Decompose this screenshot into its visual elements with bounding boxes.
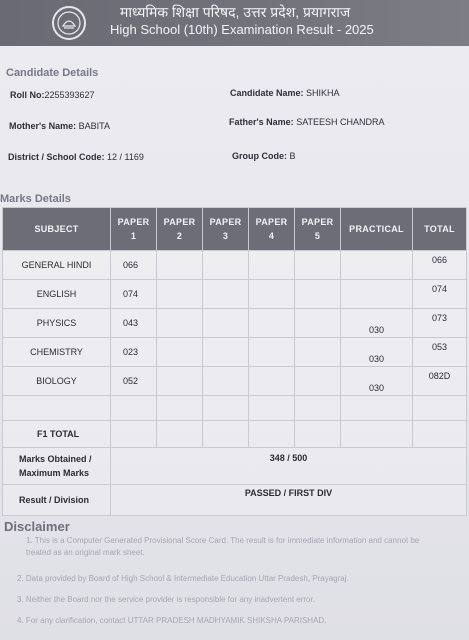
table-row: [3, 309, 467, 338]
district-school-code: [8, 152, 144, 162]
f1-total-label: F1 TOTAL: [3, 421, 111, 448]
practical-cell: [341, 280, 413, 309]
candidate-name-label: Candidate Name:: [230, 88, 304, 98]
f1-total-row: [3, 421, 467, 448]
district-value: 12 / 1169: [107, 152, 144, 162]
roll-value: 2255393627: [44, 90, 95, 100]
total-cell: 073: [413, 309, 467, 338]
marks-obtained-value: 348 / 500: [111, 448, 467, 485]
practical-cell: 030: [341, 309, 413, 338]
disclaimer-title: Disclaimer: [4, 519, 70, 534]
col-subject: SUBJECT: [3, 208, 111, 251]
subject-cell: GENERAL HINDI: [3, 251, 111, 280]
practical-cell: [341, 251, 413, 280]
paper1-cell: 023: [111, 338, 157, 367]
mother-name-value: BABITA: [78, 121, 111, 131]
roll-number: [10, 90, 95, 100]
col-paper-2: PAPER 2: [157, 208, 203, 251]
board-emblem-logo: [52, 6, 86, 40]
total-cell: 066: [413, 251, 467, 280]
marks-details-title: Marks Details: [0, 193, 71, 205]
candidate-details-title: Candidate Details: [6, 67, 99, 79]
table-header-row: [3, 208, 467, 251]
exam-title: High School (10th) Examination Result - 2025: [110, 22, 374, 37]
table-row: [3, 367, 467, 396]
district-label: District / School Code:: [8, 152, 105, 162]
disclaimer-line-3: 3. Neither the Board nor the service provider is responsible for any inadvertent error.: [17, 595, 315, 604]
mother-name: [9, 121, 110, 131]
emblem-icon: [56, 10, 82, 36]
marks-table: [2, 207, 467, 516]
practical-cell: 030: [341, 338, 413, 367]
table-row: [3, 280, 467, 309]
father-name-label: Father's Name:: [229, 117, 294, 127]
result-label: Result / Division: [3, 485, 111, 516]
paper1-cell: 066: [111, 251, 157, 280]
disclaimer-line-1b: treated as an original mark sheet.: [26, 548, 145, 557]
practical-cell: 030: [341, 367, 413, 396]
table-row: [3, 338, 467, 367]
subject-cell: CHEMISTRY: [3, 338, 111, 367]
result-value: PASSED / FIRST DIV: [111, 485, 467, 516]
paper1-cell: 074: [111, 280, 157, 309]
col-paper-1: PAPER 1: [111, 208, 157, 251]
table-row: [3, 251, 467, 280]
marks-obtained-label: Marks Obtained / Maximum Marks: [3, 448, 111, 485]
total-cell: 074: [413, 280, 467, 309]
paper1-cell: 043: [111, 309, 157, 338]
candidate-name: [230, 88, 340, 98]
group-value: B: [289, 151, 296, 161]
board-title-hindi: माध्यमिक शिक्षा परिषद, उत्तर प्रदेश, प्रयागराज: [120, 4, 351, 20]
subject-cell: PHYSICS: [3, 309, 111, 338]
col-practical: PRACTICAL: [341, 208, 413, 251]
disclaimer-line-1: 1. This is a Computer Generated Provisional Score Card. The result is for immediate information and cannot be: [26, 536, 420, 545]
mother-name-label: Mother's Name:: [9, 121, 77, 131]
col-paper-4: PAPER 4: [249, 208, 295, 251]
total-cell: 053: [413, 338, 467, 367]
result-row: [3, 485, 467, 516]
col-paper-3: PAPER 3: [203, 208, 249, 251]
table-row-blank: [3, 396, 467, 421]
father-name: [229, 117, 385, 127]
subject-cell: BIOLOGY: [3, 367, 111, 396]
candidate-name-value: SHIKHA: [306, 88, 340, 98]
col-paper-5: PAPER 5: [295, 208, 341, 251]
header-bar: [0, 0, 469, 46]
group-code: [232, 151, 296, 161]
paper1-cell: 052: [111, 367, 157, 396]
marks-obtained-row: [3, 448, 467, 485]
father-name-value: SATEESH CHANDRA: [296, 117, 385, 127]
disclaimer-line-2: 2. Data provided by Board of High School & Intermediate Education Uttar Pradesh, Prayagraj.: [17, 574, 349, 583]
group-label: Group Code:: [232, 151, 287, 161]
subject-cell: ENGLISH: [3, 280, 111, 309]
disclaimer-line-4: 4. For any clarification, contact UTTAR PRADESH MADHYAMIK SHIKSHA PARISHAD.: [17, 616, 327, 625]
roll-label: Roll No:: [10, 90, 45, 100]
total-cell: 082D: [413, 367, 467, 396]
col-total: TOTAL: [413, 208, 467, 251]
